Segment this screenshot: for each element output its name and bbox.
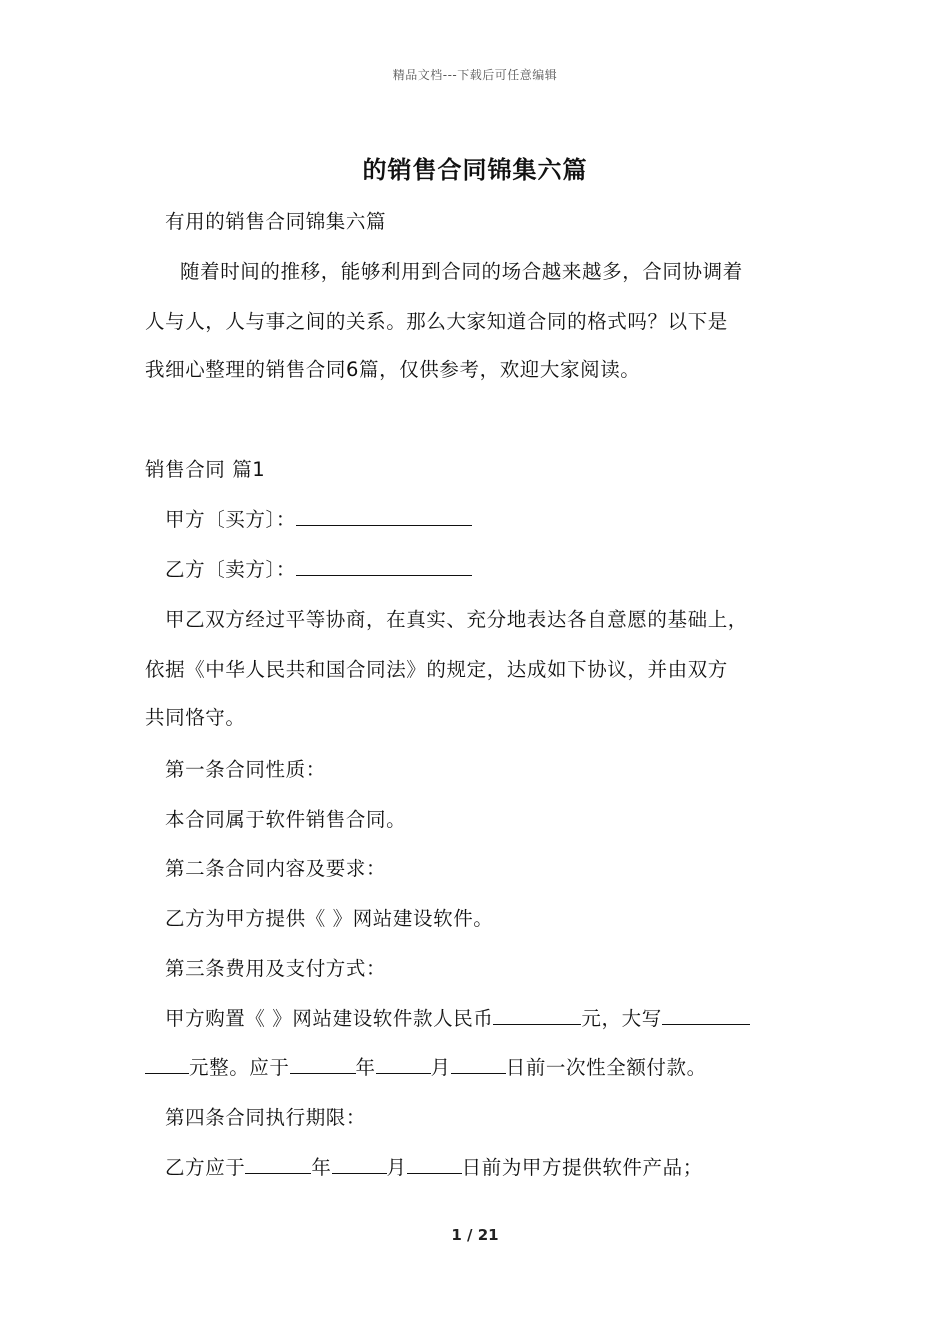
due-label: 元整。应于 xyxy=(189,1056,290,1079)
article3-line-2 xyxy=(145,1054,707,1082)
pay-month-blank[interactable] xyxy=(376,1055,431,1074)
pay-year-label: 年 xyxy=(355,1056,376,1079)
page-header: 精品文档---下载后可任意编辑 xyxy=(392,68,558,82)
delivery-year-label: 年 xyxy=(311,1156,332,1179)
party-b-blank[interactable] xyxy=(296,557,472,576)
preamble-line-1: 甲乙双方经过平等协商，在真实、充分地表达各自意愿的基础上， xyxy=(165,608,748,631)
section-heading: 销售合同 篇1 xyxy=(145,458,266,481)
delivery-year-blank[interactable] xyxy=(245,1155,311,1174)
party-b-label: 乙方〔卖方〕： xyxy=(165,558,296,581)
party-a-line xyxy=(165,506,472,534)
delivery-month-blank[interactable] xyxy=(332,1155,387,1174)
intro-line-3: 我细心整理的销售合同6篇，仅供参考，欢迎大家阅读。 xyxy=(145,358,641,381)
article3-line-1 xyxy=(165,1005,750,1033)
article2-body: 乙方为甲方提供《 》网站建设软件。 xyxy=(165,907,494,930)
delivery-month-label: 月 xyxy=(386,1156,407,1179)
delivery-day-label: 日前为甲方提供软件产品； xyxy=(461,1156,703,1179)
article1-body: 本合同属于软件销售合同。 xyxy=(165,808,407,831)
article4-body xyxy=(165,1154,703,1182)
price-capitalized-blank-cont[interactable] xyxy=(145,1055,189,1074)
article1-title: 第一条合同性质： xyxy=(165,758,326,781)
delivery-label: 乙方应于 xyxy=(165,1156,246,1179)
delivery-day-blank[interactable] xyxy=(407,1155,462,1174)
subtitle: 有用的销售合同锦集六篇 xyxy=(165,210,387,233)
article4-title: 第四条合同执行期限： xyxy=(165,1106,367,1129)
pay-month-label: 月 xyxy=(430,1056,451,1079)
price-label: 甲方购置《 》网站建设软件款人民币 xyxy=(165,1007,494,1030)
preamble-line-2: 依据《中华人民共和国合同法》的规定，达成如下协议，并由双方 xyxy=(145,658,728,681)
intro-line-2: 人与人，人与事之间的关系。那么大家知道合同的格式吗？以下是 xyxy=(145,310,728,333)
pay-day-label: 日前一次性全额付款。 xyxy=(505,1056,707,1079)
intro-line-1: 随着时间的推移，能够利用到合同的场合越来越多，合同协调着 xyxy=(180,260,743,283)
party-b-line xyxy=(165,556,472,584)
preamble-line-3: 共同恪守。 xyxy=(145,706,246,729)
document-title: 的销售合同锦集六篇 xyxy=(362,156,588,184)
article2-title: 第二条合同内容及要求： xyxy=(165,857,387,880)
price-amount-blank[interactable] xyxy=(493,1006,581,1025)
party-a-label: 甲方〔买方〕： xyxy=(165,508,296,531)
party-a-blank[interactable] xyxy=(296,507,472,526)
capitalized-label: 元，大写 xyxy=(581,1007,662,1030)
article3-title: 第三条费用及支付方式： xyxy=(165,957,387,980)
page-number: 1 / 21 xyxy=(451,1226,499,1244)
pay-day-blank[interactable] xyxy=(451,1055,506,1074)
pay-year-blank[interactable] xyxy=(290,1055,356,1074)
price-capitalized-blank[interactable] xyxy=(662,1006,750,1025)
